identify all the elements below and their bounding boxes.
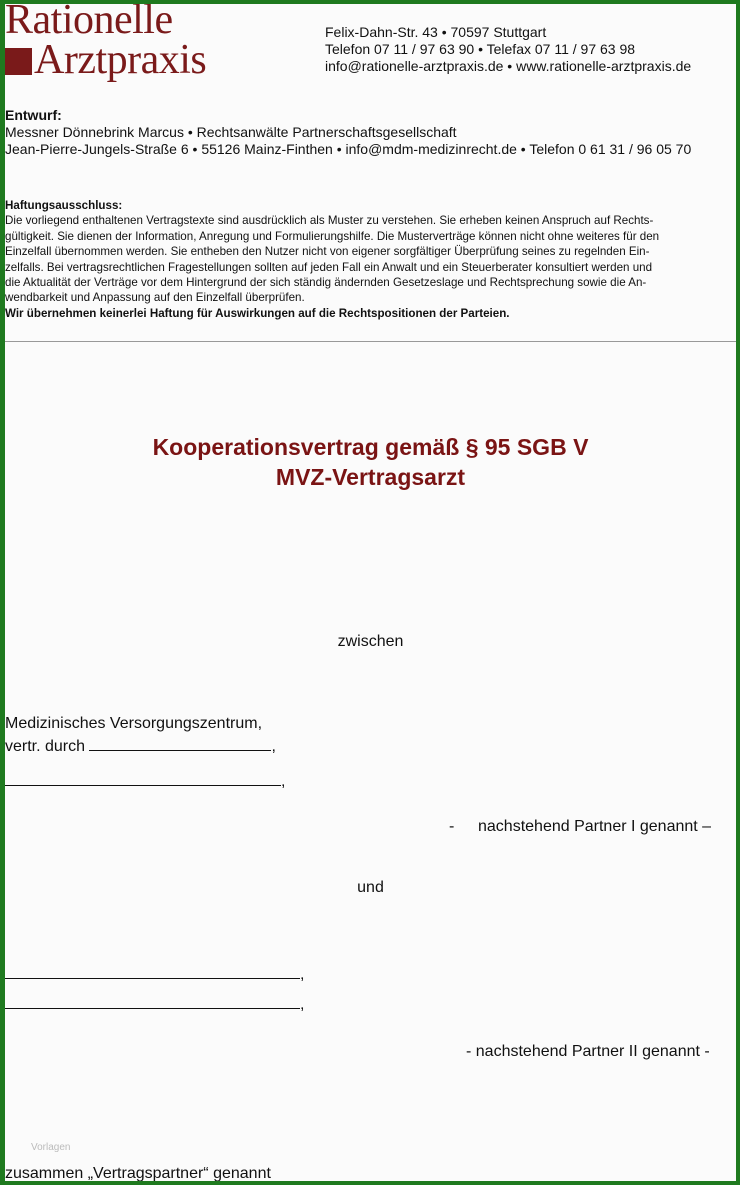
disclaimer-line: die Aktualität der Verträge vor dem Hintergrund der sich ständig ändernden Gesetzeslage und Rechtsprechung sowie die An- <box>5 276 647 290</box>
letterhead-address <box>325 24 691 75</box>
watermark: Vorlagen <box>31 1142 71 1153</box>
comma: , <box>271 738 276 755</box>
party2-address-blank[interactable] <box>5 994 300 1009</box>
party1-representative-blank[interactable] <box>89 736 271 751</box>
divider <box>5 341 736 342</box>
disclaimer-line: wendbarkeit und Anpassung auf den Einzelfall überprüfen. <box>5 291 305 305</box>
address-line2: Telefon 07 11 / 97 63 90 • Telefax 07 11 / 97 63 98 <box>325 41 636 57</box>
party1-line1: Medizinisches Versorgungszentrum, <box>5 715 263 732</box>
party1-line2 <box>5 736 276 756</box>
entwurf-line1: Messner Dönnebrink Marcus • Rechtsanwälte Partnerschaftsgesellschaft <box>5 124 457 140</box>
party2-line2 <box>5 994 304 1014</box>
party1-line3 <box>5 771 285 791</box>
partner1-dash: - <box>449 818 455 835</box>
comma: , <box>281 773 286 790</box>
disclaimer-line: Einzelfall übernommen werden. Sie entheben den Nutzer nicht von eigener sorgfältiger Überprüfung seines zu regelnden Ein- <box>5 245 650 259</box>
entwurf-heading: Entwurf: <box>5 107 62 123</box>
party2-name-blank[interactable] <box>5 964 300 979</box>
entwurf-line2: Jean-Pierre-Jungels-Straße 6 • 55126 Mainz-Finthen • info@mdm-medizinrecht.de • Telefon 0 61 31 / 96 05 70 <box>5 141 692 157</box>
address-line3: info@rationelle-arztpraxis.de • www.rationelle-arztpraxis.de <box>325 58 692 74</box>
party2-line1 <box>5 964 304 984</box>
disclaimer-line: Die vorliegend enthaltenen Vertragstexte sind ausdrücklich als Muster zu verstehen. Sie erheben keinen Anspruch auf Rechts- <box>5 214 654 228</box>
party1-address-blank[interactable] <box>5 771 281 786</box>
contract-title-line2: MVZ-Vertragsarzt <box>275 464 466 490</box>
entwurf-block <box>5 107 691 158</box>
contract-title <box>5 432 736 492</box>
logo-line2 <box>5 36 206 84</box>
disclaimer-line: gültigkeit. Sie dienen der Information, Anregung und Formulierungshilfe. Die Musterverträge können nicht ohne weiteres für den <box>5 229 660 243</box>
comma: , <box>300 996 305 1013</box>
disclaimer-bold-line: Wir übernehmen keinerlei Haftung für Auswirkungen auf die Rechtspositionen der Parteien. <box>5 306 510 320</box>
partner2-label: - nachstehend Partner II genannt - <box>466 1043 710 1060</box>
partner1-label: nachstehend Partner I genannt – <box>478 818 712 835</box>
between-text: zwischen <box>337 633 404 650</box>
together-text: zusammen „Vertragspartner“ genannt <box>5 1165 271 1181</box>
logo-line2-text: Arztpraxis <box>34 37 207 83</box>
disclaimer-block <box>5 198 736 321</box>
disclaimer-heading: Haftungsausschluss: <box>5 199 123 212</box>
party1-prefix: vertr. durch <box>5 738 86 755</box>
disclaimer-line: zelfalls. Bei vertragsrechtlichen Fragestellungen sollten auf jeden Fall ein Anwalt und ein Steuerberater konsultiert werden und <box>5 260 653 274</box>
document-page <box>5 4 736 1181</box>
and-text: und <box>357 879 384 896</box>
logo-line1: Rationelle <box>5 4 173 43</box>
comma: , <box>300 966 305 983</box>
contract-title-line1: Kooperationsvertrag gemäß § 95 SGB V <box>152 434 589 460</box>
address-line1: Felix-Dahn-Str. 43 • 70597 Stuttgart <box>325 24 547 40</box>
logo-square-icon <box>5 48 32 75</box>
